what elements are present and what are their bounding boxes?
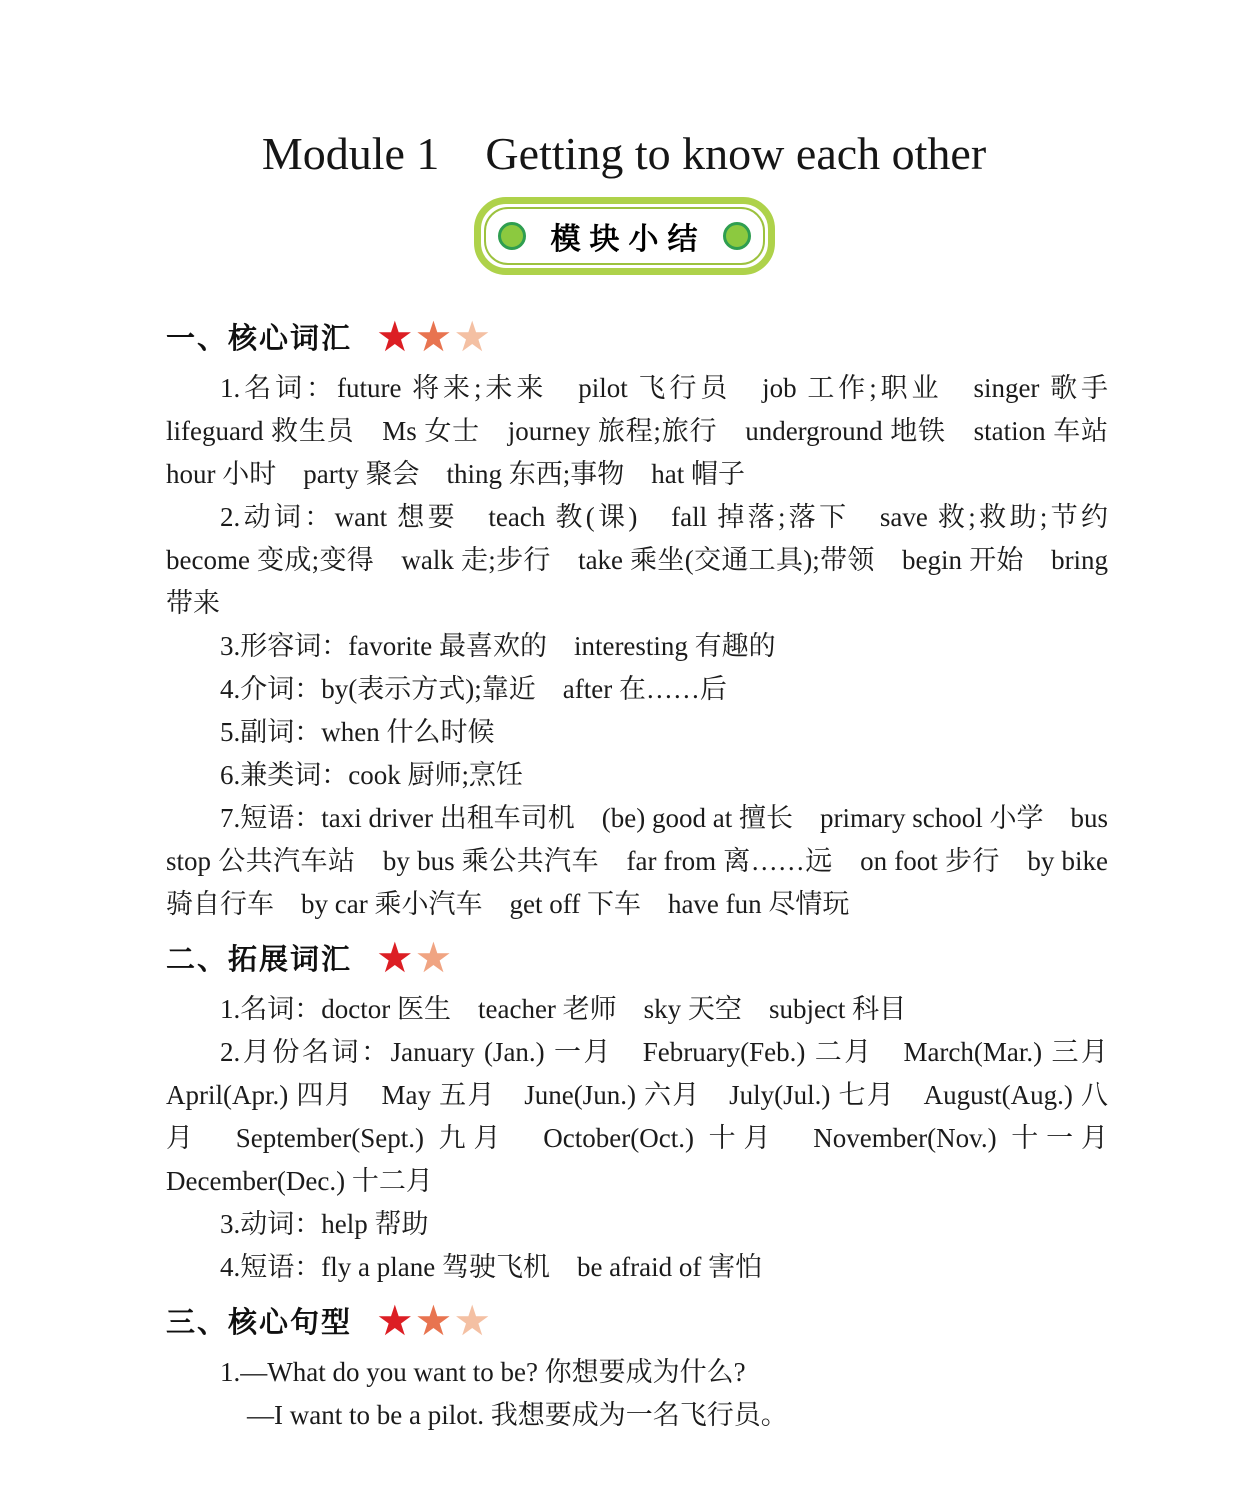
star-icon: ★ [414, 1295, 453, 1345]
vocab-paragraph [166, 1246, 1108, 1289]
star-icon: ★ [414, 311, 453, 361]
vocab-entry: when 什么时候 [321, 716, 495, 747]
item-label: 4.短语： [220, 1251, 322, 1282]
star-rating [376, 1295, 491, 1345]
vocab-entry: after 在……后 [562, 673, 727, 704]
vocab-entry: bring 带来 [166, 544, 1109, 618]
section-heading [166, 313, 1108, 361]
vocab-entry: July(Jul.) 七月 [729, 1079, 896, 1110]
vocab-entry: far from 离……远 [626, 845, 833, 876]
badge-circle-left-icon [498, 222, 526, 250]
vocab-entry: be afraid of 害怕 [576, 1251, 763, 1282]
item-label: 2.动词： [220, 501, 335, 532]
vocab-entry: November(Nov.) 十一月 [813, 1122, 1109, 1153]
item-label: 5.副词： [220, 716, 322, 747]
vocab-entry: December(Dec.) 十二月 [166, 1165, 433, 1196]
item-label: 1.名词： [220, 993, 322, 1024]
vocab-entry: teacher 老师 [477, 993, 617, 1024]
vocab-entry: help 帮助 [321, 1208, 429, 1239]
section [166, 934, 1108, 1289]
vocab-entry: favorite 最喜欢的 [348, 630, 547, 661]
vocab-entry: cook 厨师;烹饪 [348, 759, 523, 790]
star-icon: ★ [414, 932, 453, 982]
vocab-entry: subject 科目 [768, 993, 907, 1024]
vocab-paragraph [166, 1394, 1108, 1437]
vocab-entry: sky 天空 [643, 993, 742, 1024]
module-summary-badge-inner [484, 207, 765, 265]
vocab-entry: hat 帽子 [651, 458, 745, 489]
item-label: 3.形容词： [220, 630, 349, 661]
vocab-entry: Ms 女士 [382, 415, 480, 446]
section-heading [166, 934, 1108, 982]
module-summary-badge-wrap [166, 197, 1082, 275]
section-heading-label: 二、拓展词汇 [166, 944, 353, 977]
vocab-paragraph [166, 1351, 1108, 1394]
item-label: 1. [220, 1356, 241, 1387]
vocab-entry: get off 下车 [509, 888, 641, 919]
badge-label: 模块小结 [550, 222, 707, 256]
vocab-entry: April(Apr.) 四月 [166, 1079, 354, 1110]
module-summary-badge [474, 197, 775, 275]
vocab-entry: February(Feb.) 二月 [642, 1036, 874, 1067]
vocab-entry: June(Jun.) 六月 [524, 1079, 701, 1110]
vocab-entry: fall 掉落;落下 [671, 501, 850, 532]
star-icon: ★ [376, 1295, 414, 1345]
vocab-paragraph [166, 988, 1108, 1031]
vocab-paragraph [166, 1031, 1108, 1203]
vocab-entry: August(Aug.) 八月 [166, 1079, 1109, 1153]
vocab-entry: taxi driver 出租车司机 [321, 802, 575, 833]
vocab-entry: —I want to be a pilot. 我想要成为一名飞行员。 [247, 1399, 788, 1430]
vocab-entry: take 乘坐(交通工具);带领 [578, 544, 875, 575]
vocab-entry: by bus 乘公共汽车 [382, 845, 600, 876]
star-rating [376, 932, 453, 982]
vocab-entry: journey 旅程;旅行 [507, 415, 718, 446]
vocab-entry: lifeguard 救生员 [166, 415, 355, 446]
vocab-entry: future 将来;未来 [336, 372, 548, 403]
vocab-entry: begin 开始 [902, 544, 1024, 575]
vocab-entry: station 车站 [973, 415, 1109, 446]
section [166, 1297, 1108, 1437]
vocab-paragraph [166, 797, 1108, 926]
item-label: 1.名词： [220, 372, 337, 403]
vocab-entry: October(Oct.) 十月 [543, 1122, 779, 1153]
vocab-paragraph [166, 1203, 1108, 1246]
vocab-entry: —What do you want to be? 你想要成为什么? [240, 1356, 746, 1387]
vocab-entry: fly a plane 驾驶飞机 [321, 1251, 550, 1282]
vocab-entry: job 工作;职业 [762, 372, 943, 403]
vocab-paragraph [166, 668, 1108, 711]
item-label: 6.兼类词： [220, 759, 349, 790]
vocab-entry: underground 地铁 [745, 415, 946, 446]
vocab-entry: have fun 尽情玩 [667, 888, 850, 919]
vocab-entry: party 聚会 [303, 458, 420, 489]
vocab-entry: want 想要 [334, 501, 458, 532]
section-heading [166, 1297, 1108, 1345]
vocab-entry: primary school 小学 [820, 802, 1044, 833]
section-heading-label: 一、核心词汇 [166, 323, 353, 356]
vocab-entry: by car 乘小汽车 [301, 888, 483, 919]
page-title: Module 1 Getting to know each other [261, 128, 987, 179]
star-icon: ★ [453, 311, 491, 361]
vocab-paragraph [166, 625, 1108, 668]
vocab-paragraph [166, 711, 1108, 754]
vocab-entry: hour 小时 [166, 458, 277, 489]
vocab-entry: interesting 有趣的 [573, 630, 776, 661]
item-label: 7.短语： [220, 802, 322, 833]
badge-circle-right-icon [723, 222, 751, 250]
item-label: 4.介词： [220, 673, 322, 704]
vocab-entry: September(Sept.) 九月 [235, 1122, 509, 1153]
vocab-entry: (be) good at 擅长 [601, 802, 794, 833]
vocab-entry: become 变成;变得 [166, 544, 375, 575]
vocab-entry: pilot 飞行员 [578, 372, 732, 403]
vocab-entry: by(表示方式);靠近 [321, 673, 536, 704]
vocab-entry: on foot 步行 [860, 845, 1000, 876]
vocab-entry: January (Jan.) 一月 [390, 1036, 614, 1067]
sections [166, 313, 1108, 1437]
star-rating [376, 311, 491, 361]
vocab-paragraph [166, 754, 1108, 797]
star-icon: ★ [376, 932, 414, 982]
star-icon: ★ [453, 1295, 491, 1345]
section [166, 313, 1108, 926]
vocab-entry: walk 走;步行 [401, 544, 551, 575]
item-label: 2.月份名词： [220, 1036, 391, 1067]
vocab-paragraph [166, 367, 1108, 496]
item-label: 3.动词： [220, 1208, 322, 1239]
vocab-entry: May 五月 [381, 1079, 496, 1110]
vocab-entry: bus stop 公共汽车站 [166, 802, 1109, 876]
vocab-paragraph [166, 496, 1108, 625]
vocab-entry: doctor 医生 [321, 993, 451, 1024]
vocab-entry: by bike 骑自行车 [166, 845, 1109, 919]
vocab-entry: March(Mar.) 三月 [903, 1036, 1109, 1067]
vocab-entry: teach 教(课) [488, 501, 638, 532]
vocab-entry: save 救;救助;节约 [879, 501, 1109, 532]
section-heading-label: 三、核心句型 [166, 1307, 353, 1340]
vocab-entry: thing 东西;事物 [446, 458, 625, 489]
star-icon: ★ [376, 311, 414, 361]
vocab-entry: singer 歌手 [973, 372, 1109, 403]
